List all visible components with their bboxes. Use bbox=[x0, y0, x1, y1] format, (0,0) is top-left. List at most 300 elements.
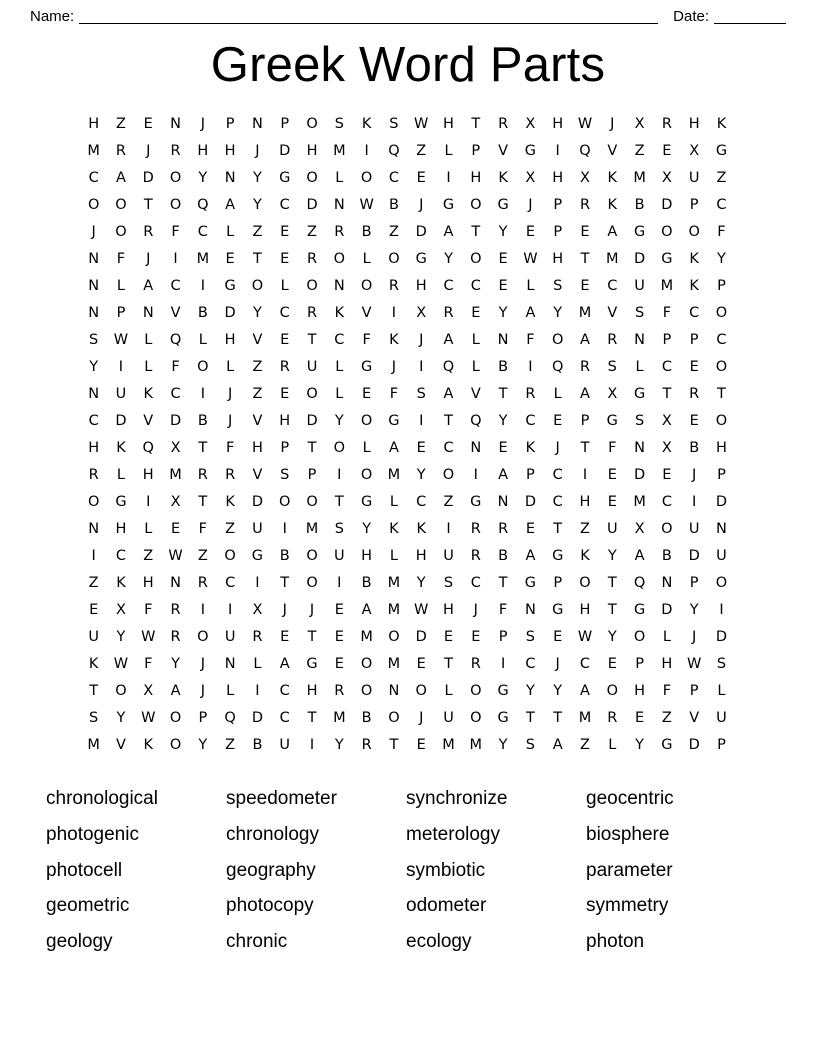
grid-cell[interactable]: J bbox=[419, 710, 424, 726]
grid-cell[interactable]: G bbox=[251, 548, 264, 564]
grid-cell[interactable]: W bbox=[523, 251, 538, 267]
grid-cell[interactable]: H bbox=[142, 575, 154, 591]
grid-cell[interactable]: E bbox=[498, 278, 508, 294]
word-list-item[interactable]: geometric bbox=[46, 895, 130, 917]
grid-cell[interactable]: Y bbox=[416, 467, 426, 483]
grid-cell[interactable]: E bbox=[607, 494, 617, 510]
grid-cell[interactable]: I bbox=[227, 602, 233, 618]
grid-cell[interactable]: I bbox=[555, 143, 560, 159]
grid-cell[interactable]: E bbox=[689, 359, 699, 375]
grid-cell[interactable]: G bbox=[388, 413, 400, 429]
grid-cell[interactable]: E bbox=[170, 521, 181, 537]
grid-cell[interactable]: S bbox=[389, 116, 399, 132]
word-list-item[interactable]: biosphere bbox=[586, 823, 670, 845]
grid-cell[interactable]: Z bbox=[225, 737, 236, 753]
grid-cell[interactable]: T bbox=[143, 197, 153, 213]
grid-cell[interactable]: Y bbox=[553, 683, 563, 699]
grid-cell[interactable]: G bbox=[661, 251, 673, 267]
grid-cell[interactable]: H bbox=[224, 143, 236, 159]
grid-cell[interactable]: O bbox=[87, 197, 100, 213]
grid-cell[interactable]: D bbox=[688, 737, 700, 753]
grid-cell[interactable]: U bbox=[224, 629, 236, 645]
grid-cell[interactable]: W bbox=[141, 710, 156, 726]
grid-cell[interactable]: Z bbox=[225, 521, 236, 537]
grid-cell[interactable]: A bbox=[552, 737, 563, 753]
grid-cell[interactable]: I bbox=[364, 143, 369, 159]
grid-cell[interactable]: N bbox=[333, 197, 345, 213]
grid-cell[interactable]: C bbox=[416, 494, 427, 510]
word-list-item[interactable]: chronic bbox=[226, 931, 288, 953]
grid-cell[interactable]: G bbox=[224, 278, 236, 294]
grid-cell[interactable]: L bbox=[116, 278, 125, 294]
grid-cell[interactable]: C bbox=[279, 710, 290, 726]
grid-cell[interactable]: E bbox=[280, 251, 290, 267]
grid-cell[interactable]: E bbox=[89, 602, 99, 618]
grid-cell[interactable]: T bbox=[471, 224, 481, 240]
grid-cell[interactable]: T bbox=[389, 737, 399, 753]
grid-cell[interactable]: T bbox=[444, 413, 453, 429]
grid-cell[interactable]: F bbox=[389, 386, 399, 402]
grid-cell[interactable]: R bbox=[579, 359, 591, 375]
grid-cell[interactable]: N bbox=[716, 521, 727, 537]
grid-cell[interactable]: C bbox=[607, 278, 618, 294]
grid-cell[interactable]: W bbox=[141, 629, 156, 645]
grid-cell[interactable]: M bbox=[387, 656, 401, 672]
grid-cell[interactable]: K bbox=[607, 197, 618, 213]
grid-cell[interactable]: K bbox=[689, 278, 699, 294]
grid-cell[interactable]: O bbox=[169, 737, 182, 753]
grid-cell[interactable]: C bbox=[197, 224, 208, 240]
grid-cell[interactable]: T bbox=[307, 332, 317, 348]
grid-cell[interactable]: L bbox=[635, 359, 644, 375]
grid-cell[interactable]: T bbox=[198, 440, 208, 456]
grid-cell[interactable]: I bbox=[337, 575, 342, 591]
grid-cell[interactable]: U bbox=[306, 359, 318, 375]
grid-cell[interactable]: C bbox=[579, 656, 591, 672]
grid-cell[interactable]: O bbox=[115, 224, 127, 240]
grid-cell[interactable]: R bbox=[279, 359, 290, 375]
grid-cell[interactable]: O bbox=[470, 683, 482, 699]
grid-cell[interactable]: N bbox=[634, 440, 646, 456]
grid-cell[interactable]: O bbox=[360, 170, 373, 186]
grid-cell[interactable]: Q bbox=[388, 143, 400, 159]
grid-cell[interactable]: Z bbox=[661, 710, 672, 726]
grid-cell[interactable]: P bbox=[471, 143, 481, 159]
grid-cell[interactable]: H bbox=[415, 278, 427, 294]
grid-cell[interactable]: P bbox=[116, 305, 126, 321]
grid-cell[interactable]: L bbox=[553, 386, 562, 402]
grid-cell[interactable]: P bbox=[662, 332, 672, 348]
grid-cell[interactable]: Z bbox=[388, 224, 399, 240]
grid-cell[interactable]: U bbox=[252, 521, 263, 537]
grid-cell[interactable]: M bbox=[169, 467, 182, 483]
grid-cell[interactable]: G bbox=[552, 548, 564, 564]
word-list-item[interactable]: synchronize bbox=[406, 788, 508, 809]
grid-cell[interactable]: M bbox=[606, 251, 619, 267]
grid-cell[interactable]: U bbox=[334, 548, 345, 564]
grid-cell[interactable]: Y bbox=[362, 521, 372, 537]
grid-cell[interactable]: E bbox=[471, 629, 481, 645]
grid-cell[interactable]: O bbox=[633, 629, 646, 645]
grid-cell[interactable]: Q bbox=[442, 359, 455, 375]
grid-cell[interactable]: M bbox=[633, 494, 646, 510]
grid-cell[interactable]: F bbox=[362, 332, 371, 348]
grid-cell[interactable]: H bbox=[279, 413, 291, 429]
word-list-item[interactable]: chronological bbox=[46, 788, 158, 809]
grid-cell[interactable]: O bbox=[197, 359, 209, 375]
grid-cell[interactable]: Y bbox=[689, 602, 699, 618]
grid-cell[interactable]: W bbox=[113, 332, 129, 348]
grid-cell[interactable]: T bbox=[662, 386, 672, 402]
grid-cell[interactable]: I bbox=[255, 575, 260, 591]
grid-cell[interactable]: P bbox=[526, 467, 535, 483]
grid-cell[interactable]: L bbox=[471, 332, 480, 348]
grid-cell[interactable]: C bbox=[443, 278, 454, 294]
grid-cell[interactable]: Z bbox=[580, 737, 590, 753]
grid-cell[interactable]: L bbox=[335, 386, 344, 402]
grid-cell[interactable]: X bbox=[252, 602, 263, 618]
grid-cell[interactable]: P bbox=[553, 224, 563, 240]
grid-cell[interactable]: K bbox=[334, 305, 345, 321]
grid-cell[interactable]: I bbox=[719, 602, 724, 618]
grid-cell[interactable]: E bbox=[662, 467, 672, 483]
grid-cell[interactable]: A bbox=[279, 656, 290, 672]
date-input-rule[interactable] bbox=[714, 9, 786, 24]
grid-cell[interactable]: J bbox=[473, 602, 478, 618]
grid-cell[interactable]: K bbox=[389, 521, 399, 537]
grid-cell[interactable]: L bbox=[662, 629, 671, 645]
grid-cell[interactable]: M bbox=[387, 467, 401, 483]
grid-cell[interactable]: F bbox=[526, 332, 535, 348]
grid-cell[interactable]: A bbox=[498, 467, 509, 483]
grid-cell[interactable]: I bbox=[91, 548, 96, 564]
grid-cell[interactable]: G bbox=[715, 143, 728, 159]
grid-cell[interactable]: R bbox=[498, 116, 509, 132]
grid-cell[interactable]: E bbox=[416, 737, 426, 753]
grid-cell[interactable]: T bbox=[717, 386, 726, 402]
grid-cell[interactable]: L bbox=[362, 251, 371, 267]
grid-cell[interactable]: I bbox=[146, 494, 151, 510]
name-input-rule[interactable] bbox=[79, 9, 658, 24]
grid-cell[interactable]: Y bbox=[498, 413, 508, 429]
grid-cell[interactable]: P bbox=[198, 710, 208, 726]
grid-cell[interactable]: N bbox=[88, 251, 100, 267]
word-list-item[interactable]: meterology bbox=[406, 823, 500, 845]
grid-cell[interactable]: L bbox=[362, 440, 371, 456]
grid-cell[interactable]: Z bbox=[580, 521, 590, 537]
grid-cell[interactable]: L bbox=[226, 683, 235, 699]
grid-cell[interactable]: U bbox=[443, 548, 454, 564]
grid-cell[interactable]: O bbox=[579, 575, 591, 591]
grid-cell[interactable]: E bbox=[280, 386, 290, 402]
grid-cell[interactable]: O bbox=[333, 440, 346, 456]
grid-cell[interactable]: E bbox=[580, 278, 590, 294]
grid-cell[interactable]: W bbox=[414, 602, 429, 618]
grid-cell[interactable]: F bbox=[144, 602, 153, 618]
grid-cell[interactable]: E bbox=[280, 224, 290, 240]
grid-cell[interactable]: O bbox=[715, 359, 728, 375]
grid-cell[interactable]: R bbox=[170, 602, 181, 618]
grid-cell[interactable]: Y bbox=[198, 737, 208, 753]
grid-cell[interactable]: C bbox=[661, 359, 672, 375]
grid-cell[interactable]: C bbox=[170, 386, 181, 402]
grid-cell[interactable]: K bbox=[498, 170, 508, 186]
grid-cell[interactable]: O bbox=[306, 548, 318, 564]
grid-cell[interactable]: E bbox=[662, 143, 672, 159]
grid-cell[interactable]: B bbox=[634, 197, 645, 213]
grid-cell[interactable]: D bbox=[524, 494, 536, 510]
grid-cell[interactable]: D bbox=[634, 251, 646, 267]
grid-cell[interactable]: R bbox=[579, 197, 591, 213]
grid-cell[interactable]: Z bbox=[197, 548, 208, 564]
grid-cell[interactable]: A bbox=[443, 386, 454, 402]
grid-cell[interactable]: U bbox=[606, 521, 618, 537]
grid-cell[interactable]: U bbox=[688, 521, 700, 537]
grid-cell[interactable]: J bbox=[419, 197, 424, 213]
grid-cell[interactable]: C bbox=[334, 332, 345, 348]
grid-cell[interactable]: M bbox=[333, 710, 346, 726]
grid-cell[interactable]: G bbox=[415, 251, 427, 267]
grid-cell[interactable]: B bbox=[197, 305, 208, 321]
grid-cell[interactable]: H bbox=[361, 548, 373, 564]
grid-cell[interactable]: A bbox=[225, 197, 236, 213]
grid-cell[interactable]: L bbox=[389, 548, 398, 564]
grid-cell[interactable]: R bbox=[661, 116, 672, 132]
grid-cell[interactable]: Y bbox=[89, 359, 99, 375]
grid-cell[interactable]: I bbox=[500, 656, 506, 672]
grid-cell[interactable]: J bbox=[91, 224, 96, 240]
grid-cell[interactable]: X bbox=[170, 440, 181, 456]
grid-cell[interactable]: E bbox=[416, 656, 426, 672]
grid-cell[interactable]: Q bbox=[197, 197, 209, 213]
grid-cell[interactable]: J bbox=[227, 413, 233, 429]
grid-cell[interactable]: B bbox=[689, 440, 700, 456]
grid-cell[interactable]: W bbox=[168, 548, 183, 564]
grid-cell[interactable]: P bbox=[717, 278, 726, 294]
grid-cell[interactable]: I bbox=[118, 359, 124, 375]
grid-cell[interactable]: C bbox=[689, 305, 700, 321]
grid-cell[interactable]: E bbox=[525, 224, 535, 240]
grid-cell[interactable]: B bbox=[361, 575, 372, 591]
grid-cell[interactable]: E bbox=[225, 251, 235, 267]
grid-cell[interactable]: Z bbox=[307, 224, 317, 240]
grid-cell[interactable]: C bbox=[470, 575, 481, 591]
grid-cell[interactable]: K bbox=[143, 386, 153, 402]
grid-cell[interactable]: H bbox=[552, 251, 564, 267]
grid-cell[interactable]: J bbox=[610, 116, 615, 132]
grid-cell[interactable]: Z bbox=[716, 170, 727, 186]
grid-cell[interactable]: R bbox=[170, 143, 181, 159]
grid-cell[interactable]: L bbox=[526, 278, 535, 294]
grid-cell[interactable]: S bbox=[553, 278, 563, 294]
word-list-item[interactable]: odometer bbox=[406, 895, 487, 917]
grid-cell[interactable]: N bbox=[88, 386, 100, 402]
grid-cell[interactable]: Q bbox=[633, 575, 646, 591]
grid-cell[interactable]: X bbox=[689, 143, 700, 159]
grid-cell[interactable]: X bbox=[416, 305, 427, 321]
grid-cell[interactable]: O bbox=[115, 683, 127, 699]
grid-cell[interactable]: C bbox=[661, 494, 672, 510]
grid-cell[interactable]: O bbox=[360, 278, 373, 294]
grid-cell[interactable]: E bbox=[498, 251, 508, 267]
grid-cell[interactable]: F bbox=[498, 602, 508, 618]
grid-cell[interactable]: H bbox=[552, 116, 564, 132]
grid-cell[interactable]: D bbox=[688, 548, 700, 564]
grid-cell[interactable]: S bbox=[607, 359, 617, 375]
grid-cell[interactable]: X bbox=[115, 602, 126, 618]
grid-cell[interactable]: V bbox=[470, 386, 481, 402]
grid-cell[interactable]: C bbox=[525, 413, 536, 429]
grid-cell[interactable]: J bbox=[555, 440, 560, 456]
grid-cell[interactable]: T bbox=[580, 251, 590, 267]
grid-cell[interactable]: C bbox=[279, 683, 290, 699]
grid-cell[interactable]: N bbox=[170, 575, 181, 591]
grid-cell[interactable]: Y bbox=[498, 224, 508, 240]
grid-cell[interactable]: D bbox=[224, 305, 236, 321]
grid-cell[interactable]: G bbox=[633, 602, 646, 618]
grid-cell[interactable]: J bbox=[692, 467, 697, 483]
grid-cell[interactable]: L bbox=[608, 737, 617, 753]
grid-cell[interactable]: K bbox=[225, 494, 235, 510]
grid-cell[interactable]: Y bbox=[717, 251, 726, 267]
grid-cell[interactable]: N bbox=[88, 305, 100, 321]
grid-cell[interactable]: K bbox=[689, 251, 699, 267]
grid-cell[interactable]: Y bbox=[553, 305, 563, 321]
grid-cell[interactable]: Y bbox=[525, 683, 535, 699]
grid-cell[interactable]: O bbox=[388, 629, 400, 645]
grid-cell[interactable]: W bbox=[577, 629, 593, 645]
grid-cell[interactable]: R bbox=[197, 575, 208, 591]
grid-cell[interactable]: Z bbox=[252, 386, 263, 402]
grid-cell[interactable]: N bbox=[88, 278, 100, 294]
grid-cell[interactable]: H bbox=[88, 440, 100, 456]
grid-cell[interactable]: R bbox=[607, 710, 618, 726]
grid-cell[interactable]: C bbox=[88, 170, 99, 186]
grid-cell[interactable]: E bbox=[143, 116, 153, 132]
grid-cell[interactable]: N bbox=[497, 494, 509, 510]
grid-cell[interactable]: H bbox=[634, 683, 646, 699]
grid-cell[interactable]: U bbox=[443, 710, 454, 726]
grid-cell[interactable]: O bbox=[87, 494, 100, 510]
grid-cell[interactable]: F bbox=[198, 521, 207, 537]
grid-cell[interactable]: V bbox=[170, 305, 181, 321]
grid-cell[interactable]: D bbox=[634, 467, 646, 483]
grid-cell[interactable]: L bbox=[389, 494, 398, 510]
grid-cell[interactable]: H bbox=[443, 116, 454, 132]
grid-cell[interactable]: N bbox=[470, 440, 482, 456]
grid-cell[interactable]: S bbox=[89, 710, 99, 726]
grid-cell[interactable]: H bbox=[661, 656, 673, 672]
grid-cell[interactable]: P bbox=[689, 575, 699, 591]
grid-cell[interactable]: A bbox=[580, 386, 590, 402]
grid-cell[interactable]: D bbox=[661, 602, 673, 618]
grid-cell[interactable]: M bbox=[387, 575, 401, 591]
grid-cell[interactable]: O bbox=[715, 575, 728, 591]
grid-cell[interactable]: V bbox=[143, 413, 154, 429]
grid-cell[interactable]: O bbox=[470, 197, 482, 213]
grid-cell[interactable]: B bbox=[388, 197, 399, 213]
grid-cell[interactable]: T bbox=[525, 710, 535, 726]
grid-cell[interactable]: P bbox=[717, 737, 726, 753]
grid-cell[interactable]: E bbox=[580, 224, 590, 240]
grid-cell[interactable]: P bbox=[717, 467, 726, 483]
grid-cell[interactable]: J bbox=[309, 602, 315, 618]
grid-cell[interactable]: R bbox=[197, 467, 208, 483]
grid-cell[interactable]: O bbox=[715, 305, 728, 321]
grid-cell[interactable]: F bbox=[171, 224, 180, 240]
grid-cell[interactable]: R bbox=[470, 656, 481, 672]
grid-cell[interactable]: X bbox=[634, 521, 645, 537]
grid-cell[interactable]: G bbox=[633, 224, 646, 240]
grid-cell[interactable]: T bbox=[471, 116, 481, 132]
grid-cell[interactable]: P bbox=[689, 683, 699, 699]
grid-cell[interactable]: Y bbox=[635, 737, 645, 753]
grid-cell[interactable]: L bbox=[335, 359, 344, 375]
grid-cell[interactable]: L bbox=[335, 170, 344, 186]
grid-cell[interactable]: N bbox=[634, 332, 646, 348]
grid-cell[interactable]: P bbox=[553, 197, 563, 213]
grid-cell[interactable]: R bbox=[470, 548, 481, 564]
grid-cell[interactable]: R bbox=[525, 386, 536, 402]
grid-cell[interactable]: O bbox=[306, 575, 318, 591]
grid-cell[interactable]: J bbox=[692, 629, 697, 645]
grid-cell[interactable]: Y bbox=[334, 737, 344, 753]
grid-cell[interactable]: I bbox=[582, 467, 588, 483]
grid-cell[interactable]: O bbox=[360, 467, 373, 483]
grid-cell[interactable]: I bbox=[200, 602, 205, 618]
grid-cell[interactable]: E bbox=[443, 629, 454, 645]
grid-cell[interactable]: M bbox=[333, 143, 346, 159]
grid-cell[interactable]: I bbox=[692, 494, 697, 510]
grid-cell[interactable]: Y bbox=[116, 710, 126, 726]
word-list-item[interactable]: chronology bbox=[226, 823, 319, 845]
grid-cell[interactable]: O bbox=[306, 116, 318, 132]
grid-cell[interactable]: E bbox=[416, 170, 426, 186]
grid-cell[interactable]: G bbox=[360, 494, 373, 510]
grid-cell[interactable]: D bbox=[251, 710, 264, 726]
grid-cell[interactable]: V bbox=[252, 467, 263, 483]
grid-cell[interactable]: O bbox=[470, 710, 482, 726]
grid-cell[interactable]: F bbox=[116, 251, 126, 267]
grid-cell[interactable]: P bbox=[689, 332, 699, 348]
grid-cell[interactable]: D bbox=[279, 143, 291, 159]
grid-cell[interactable]: E bbox=[334, 629, 344, 645]
grid-cell[interactable]: S bbox=[634, 305, 645, 321]
grid-cell[interactable]: O bbox=[388, 251, 400, 267]
grid-cell[interactable]: E bbox=[334, 656, 344, 672]
grid-cell[interactable]: M bbox=[305, 521, 319, 537]
grid-cell[interactable]: Y bbox=[416, 575, 426, 591]
grid-cell[interactable]: C bbox=[716, 332, 727, 348]
grid-cell[interactable]: G bbox=[497, 197, 509, 213]
grid-cell[interactable]: O bbox=[388, 710, 400, 726]
grid-cell[interactable]: H bbox=[251, 440, 263, 456]
grid-cell[interactable]: T bbox=[280, 575, 290, 591]
grid-cell[interactable]: R bbox=[689, 386, 700, 402]
grid-cell[interactable]: O bbox=[661, 521, 673, 537]
grid-cell[interactable]: N bbox=[333, 278, 345, 294]
grid-cell[interactable]: X bbox=[143, 683, 154, 699]
grid-cell[interactable]: E bbox=[525, 521, 535, 537]
grid-cell[interactable]: R bbox=[143, 224, 154, 240]
grid-cell[interactable]: Z bbox=[416, 143, 427, 159]
grid-cell[interactable]: H bbox=[306, 683, 318, 699]
grid-cell[interactable]: W bbox=[687, 656, 702, 672]
grid-cell[interactable]: U bbox=[716, 710, 727, 726]
grid-cell[interactable]: T bbox=[307, 710, 317, 726]
grid-cell[interactable]: C bbox=[279, 197, 290, 213]
grid-cell[interactable]: B bbox=[252, 737, 263, 753]
